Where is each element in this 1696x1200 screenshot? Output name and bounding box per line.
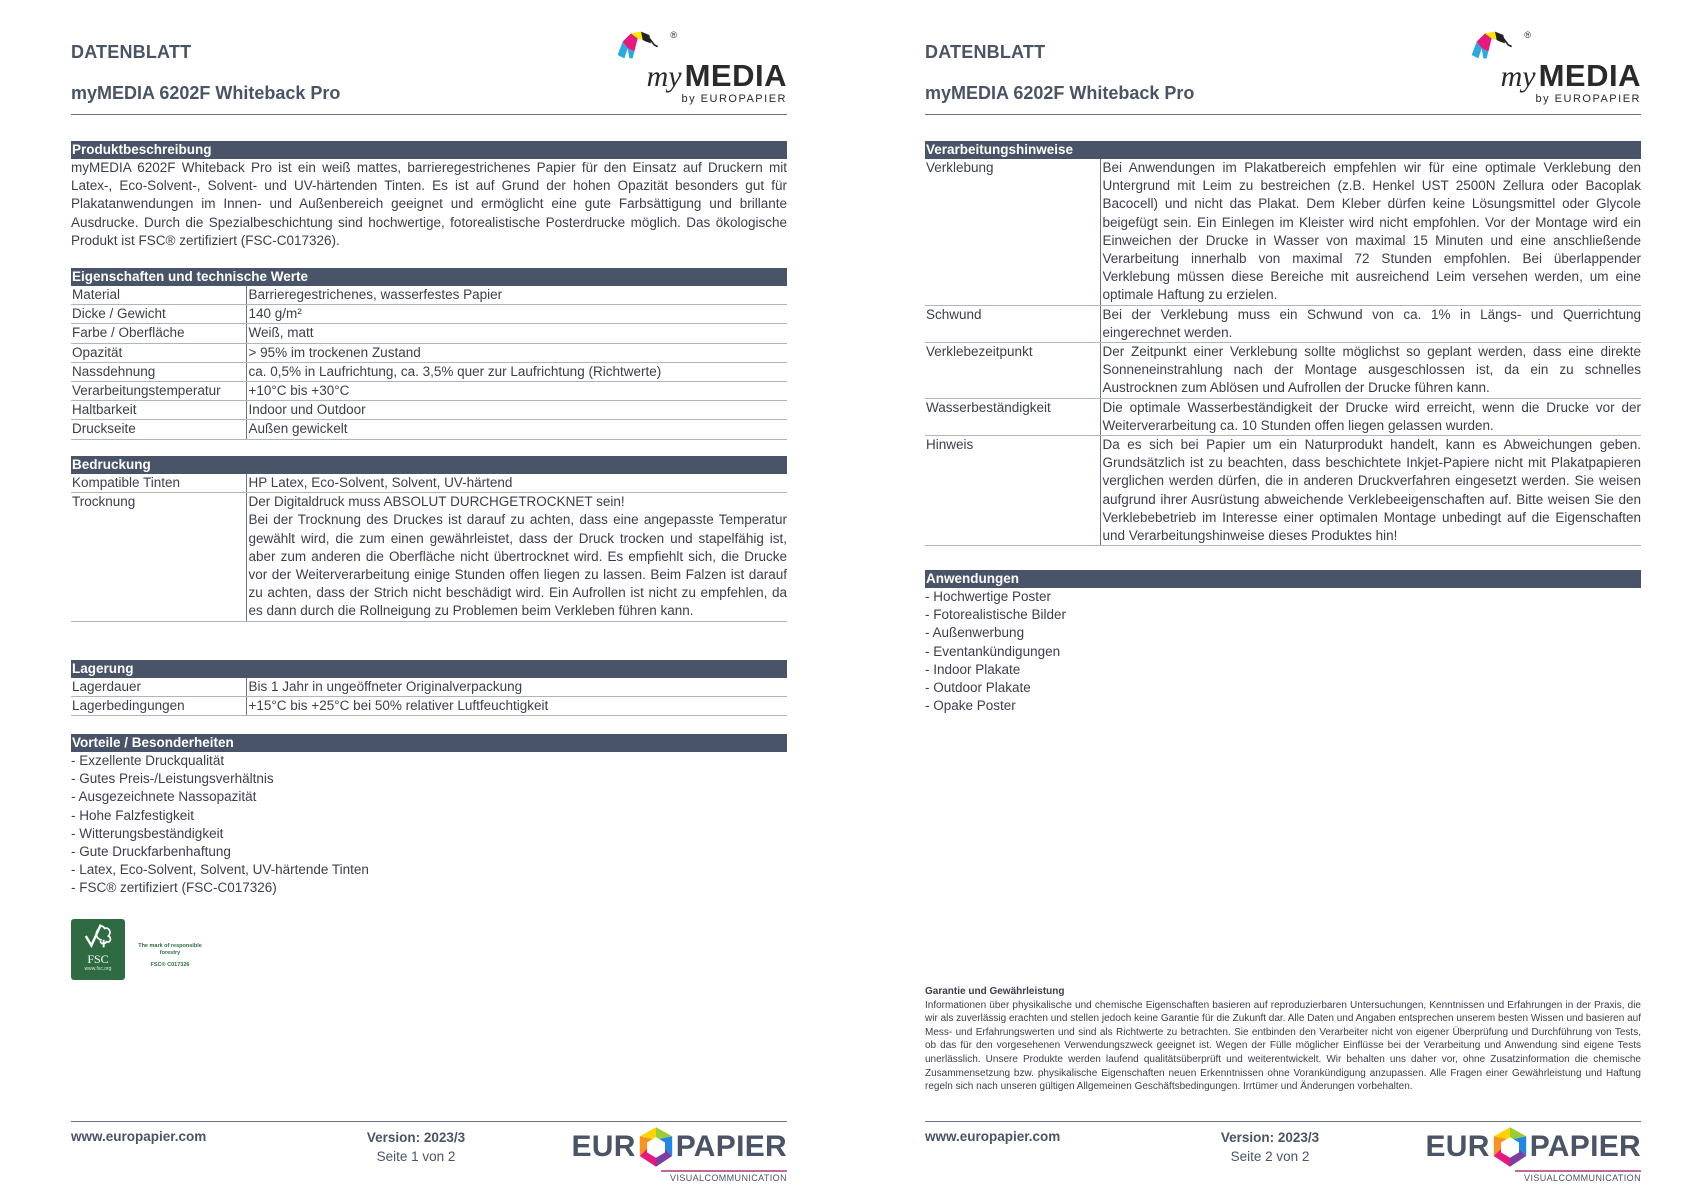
europapier-logo (537, 1124, 787, 1188)
row-value: +15°C bis +25°C bei 50% relativer Luftfeuchtigkeit (246, 697, 787, 716)
row-key: Trocknung (71, 493, 246, 621)
fsc-logo (71, 919, 125, 980)
applications-list (925, 588, 1641, 715)
logo-papier: PAPIER (675, 1130, 787, 1163)
logo-tagline: VISUALCOMMUNICATION (1524, 1173, 1641, 1183)
list-item: - FSC® zertifiziert (FSC-C017326) (71, 879, 787, 897)
logo-eur: EUR (1425, 1130, 1490, 1163)
row-value: +10°C bis +30°C (246, 382, 787, 401)
elephant-icon (613, 30, 669, 60)
table-row (925, 159, 1641, 305)
row-value: 140 g/m² (246, 305, 787, 324)
row-key: Lagerbedingungen (71, 697, 246, 716)
website-link[interactable]: www.europapier.com (925, 1129, 1061, 1144)
fsc-code: FSC® C017326 (150, 962, 190, 968)
row-value: Die optimale Wasserbeständigkeit der Drucke wird erreicht, wenn die Drucke vor der Weiterverarbeitung ca. 10 Stunden offen liegen gelassen wurden. (1100, 398, 1641, 435)
table-row (71, 474, 787, 493)
row-value: HP Latex, Eco-Solvent, Solvent, UV-härtend (246, 474, 787, 493)
document-kind: DATENBLATT (71, 42, 192, 62)
row-key: Nassdehnung (71, 362, 246, 381)
section-properties (71, 268, 787, 440)
product-title: myMEDIA 6202F Whiteback Pro (71, 83, 341, 103)
fsc-url: www.fsc.org (84, 965, 112, 972)
hexagon-icon (638, 1125, 674, 1169)
list-item: - Eventankündigungen (925, 643, 1641, 661)
table-row (925, 305, 1641, 342)
list-item: - Fotorealistische Bilder (925, 606, 1641, 624)
version: Version: 2023/3 (1220, 1130, 1320, 1145)
section-printing (71, 456, 787, 622)
table-row (71, 382, 787, 401)
guarantee-heading: Garantie und Gewährleistung (925, 986, 1065, 997)
table-row (71, 697, 787, 716)
table-row (925, 398, 1641, 435)
row-key: Verklebung (925, 159, 1100, 305)
logo-media: MEDIA (684, 58, 787, 93)
table-row (71, 420, 787, 439)
page-2 (925, 0, 1641, 1200)
page-header (71, 0, 787, 115)
row-value: Der Zeitpunkt einer Verklebung sollte möglichst so geplant werden, dass eine direkte Sonneneinstrahlung nach der Montage ausgeschlossen ist, da ein zu schnelles Austrocknen zum Ablösen und Aufrollen der Drucke führen kann. (1100, 343, 1641, 399)
properties-table (71, 286, 787, 440)
section-advantages (71, 734, 787, 898)
registered-mark: ® (1524, 30, 1531, 40)
europapier-wordmark (571, 1124, 787, 1170)
table-row (925, 343, 1641, 399)
advantages-list (71, 752, 787, 898)
row-value: ca. 0,5% in Laufrichtung, ca. 3,5% quer zur Laufrichtung (Richtwerte) (246, 362, 787, 381)
list-item: - Hohe Falzfestigkeit (71, 807, 787, 825)
europapier-wordmark (1425, 1124, 1641, 1170)
list-item: - Outdoor Plakate (925, 679, 1641, 697)
logo-my: my (1500, 60, 1536, 93)
list-item: - Gute Druckfarbenhaftung (71, 843, 787, 861)
section-heading: Lagerung (71, 660, 787, 678)
list-item: - Gutes Preis-/Leistungsverhältnis (71, 770, 787, 788)
page-number: Seite 1 von 2 (376, 1149, 456, 1164)
row-key: Verarbeitungstemperatur (71, 382, 246, 401)
registered-mark: ® (670, 30, 677, 40)
list-item: - Ausgezeichnete Nassopazität (71, 788, 787, 806)
table-row (71, 401, 787, 420)
row-key: Verklebezeitpunkt (925, 343, 1100, 399)
row-key: Schwund (925, 305, 1100, 342)
version: Version: 2023/3 (366, 1130, 466, 1145)
row-value: Barrieregestrichenes, wasserfestes Papier (246, 286, 787, 305)
list-item: - Exzellente Druckqualität (71, 752, 787, 770)
table-row (925, 436, 1641, 546)
row-key: Opazität (71, 343, 246, 362)
printing-table (71, 474, 787, 622)
section-heading: Anwendungen (925, 570, 1641, 588)
page-number: Seite 2 von 2 (1230, 1149, 1310, 1164)
fsc-label: FSC (87, 951, 109, 966)
row-value: Bei Anwendungen im Plakatbereich empfehlen wir für eine optimale Verklebung den Untergrund mit Leim zu bestreichen (z.B. Henkel UST 2500N Zellura oder Bacoplak Bacocell) und nicht das Plakat. Dem Kleber dürfen keine Lösungsmittel oder Glycole beigefügt sein. Ein Einlegen im Kleister wird nicht empfohlen. Vor der Montage wird ein Einweichen der Drucke in Wasser von maximal 15 Minuten und eine anschließende Verarbeitung innerhalb von maximal 72 Stunden empfohlen. Bei überlappender Verklebung müssen diese Bereiche mit ausreichend Leim versehen werden, um eine optimale Haftung zu erzielen. (1100, 159, 1641, 305)
row-value: Außen gewickelt (246, 420, 787, 439)
page-footer (925, 1121, 1641, 1191)
row-key: Dicke / Gewicht (71, 305, 246, 324)
table-row (71, 362, 787, 381)
logo-by: by EUROPAPIER (1535, 93, 1641, 105)
mymedia-logo (1441, 30, 1641, 110)
logo-by: by EUROPAPIER (681, 93, 787, 105)
row-key: Lagerdauer (71, 678, 246, 697)
hexagon-icon (1492, 1125, 1528, 1169)
document-kind: DATENBLATT (925, 42, 1046, 62)
section-heading: Eigenschaften und technische Werte (71, 268, 787, 286)
row-value (246, 493, 787, 621)
europapier-logo (1391, 1124, 1641, 1188)
table-row (71, 324, 787, 343)
row-key: Hinweis (925, 436, 1100, 546)
row-value: Indoor und Outdoor (246, 401, 787, 420)
fsc-mark-text: The mark of responsible forestry (138, 943, 202, 956)
logo-wordmark (647, 60, 787, 92)
table-row (71, 343, 787, 362)
row-value: Weiß, matt (246, 324, 787, 343)
list-item: - Latex, Eco-Solvent, Solvent, UV-härtende Tinten (71, 861, 787, 879)
row-key: Material (71, 286, 246, 305)
row-value: Bis 1 Jahr in ungeöffneter Originalverpackung (246, 678, 787, 697)
section-heading: Produktbeschreibung (71, 141, 787, 159)
list-item: - Außenwerbung (925, 624, 1641, 642)
processing-table (925, 159, 1641, 546)
list-item: - Hochwertige Poster (925, 588, 1641, 606)
drying-warning: Der Digitaldruck muss ABSOLUT DURCHGETROCKNET sein! (248, 494, 625, 510)
product-title: myMEDIA 6202F Whiteback Pro (925, 83, 1195, 103)
section-processing (925, 141, 1641, 546)
section-description (71, 141, 787, 250)
page-1 (71, 0, 787, 1200)
row-key: Kompatible Tinten (71, 474, 246, 493)
tree-check-icon (71, 919, 125, 953)
mymedia-logo (587, 30, 787, 110)
page-header (925, 0, 1641, 115)
guarantee-block (925, 985, 1641, 1094)
section-heading: Verarbeitungshinweise (925, 141, 1641, 159)
row-value: Da es sich bei Papier um ein Naturprodukt handelt, kann es Abweichungen geben. Grundsätzlich ist zu beachten, dass beschichtete Inkjet-Papiere nicht mit Plakatpapieren verglichen werden dürfen, die in anderen Druckverfahren eingesetzt werden. Sie weisen aufgrund ihrer Ausrüstung abweichende Verklebeeigenschaften auf. Bitte weisen Sie den Verklebebetrieb im Interesse einer optimalen Montage unbedingt auf die Eigenschaften und Verarbeitungshinweise dieses Produktes hin! (1100, 436, 1641, 546)
table-row (71, 678, 787, 697)
list-item: - Opake Poster (925, 697, 1641, 715)
row-value: > 95% im trockenen Zustand (246, 343, 787, 362)
drying-text: Bei der Trocknung des Druckes ist darauf zu achten, dass eine angepasste Temperatur gewählt wird, die zum einen gewährleistet, dass der Druck trocken und stapelfähig ist, aber zum anderen die Oberfläche nicht übertrocknet wird. Es empfiehlt sich, die Drucke vor der Weiterverarbeitung einige Stunden offen liegen zu lassen. Beim Falzen ist darauf zu achten, dass der Strich nicht beschädigt wird. Ein Aufrollen ist nicht zu empfehlen, da es dann durch die Rollneigung zu Problemen beim Verkleben führen kann. (248, 512, 787, 619)
section-heading: Vorteile / Besonderheiten (71, 734, 787, 752)
list-item: - Witterungsbeständigkeit (71, 825, 787, 843)
table-row (71, 305, 787, 324)
logo-mark-row (587, 30, 787, 60)
fsc-side-text (133, 929, 207, 969)
elephant-icon (1467, 30, 1523, 60)
logo-my: my (646, 60, 682, 93)
logo-mark-row (1441, 30, 1641, 60)
section-heading: Bedruckung (71, 456, 787, 474)
section-applications (925, 570, 1641, 715)
website-link[interactable]: www.europapier.com (71, 1129, 207, 1144)
table-row (71, 286, 787, 305)
logo-media: MEDIA (1538, 58, 1641, 93)
storage-table (71, 678, 787, 716)
row-key: Farbe / Oberfläche (71, 324, 246, 343)
table-row (71, 493, 787, 621)
logo-tagline: VISUALCOMMUNICATION (670, 1173, 787, 1183)
row-key: Druckseite (71, 420, 246, 439)
guarantee-text: Informationen über physikalische und chemische Eigenschaften basieren auf reproduzierbaren Untersuchungen, Kenntnissen und Erfahrungen in der Praxis, die wir als zuverlässig erachten und stellen jedoch keine Garantie für die Zukunft dar. Alle Daten und Angaben entsprechen unserem besten Wissen und basieren auf Mess- und Erfahrungswerten und sind als Richtwerte zu betrachten. Sie entbinden den Verarbeiter nicht von eigener Überprüfung und Durchführung von Tests, ob das für den vorgesehenen Verwendungszweck geeignet ist. Wegen der Fülle möglicher Einflüsse bei der Verarbeitung und Anwendung sind eigene Tests unerlässlich. Unsere Produkte werden laufend qualitätsüberprüft und weiterentwickelt. Wir behalten uns daher vor, ohne Zusatzinformation die chemische Zusammensetzung bzw. physikalische Eigenschaften neuen Erkenntnissen ohne Vorankündigung anzupassen. Alle Fragen einer Gewährleistung und Haftung regeln sich nach unseren gültigen Allgemeinen Geschäftsbedingungen. Irrtümer und Änderungen vorbehalten. (925, 999, 1641, 1093)
row-key: Haltbarkeit (71, 401, 246, 420)
page-footer (71, 1121, 787, 1191)
row-value: Bei der Verklebung muss ein Schwund von ca. 1% in Längs- und Querrichtung eingerechnet werden. (1100, 305, 1641, 342)
section-storage (71, 660, 787, 716)
logo-papier: PAPIER (1529, 1130, 1641, 1163)
description-text: myMEDIA 6202F Whiteback Pro ist ein weiß mattes, barrieregestrichenes Papier für den Einsatz auf Druckern mit Latex-, Eco-Solvent-, Solvent- und UV-härtenden Tinten. Es ist auf Grund der hohen Opazität besonders gut für Plakatanwendungen im Innen- und Außenbereich geeignet und ermöglicht eine gute Farbsättigung und brillante Ausdrucke. Durch die Spezialbeschichtung sind hochwertige, fotorealistische Posterdrucke möglich. Das ökologische Produkt ist FSC® zertifiziert (FSC-C017326). (71, 160, 787, 248)
fsc-badge (71, 918, 207, 980)
logo-eur: EUR (571, 1130, 636, 1163)
logo-wordmark (1501, 60, 1641, 92)
list-item: - Indoor Plakate (925, 661, 1641, 679)
row-key: Wasserbeständigkeit (925, 398, 1100, 435)
